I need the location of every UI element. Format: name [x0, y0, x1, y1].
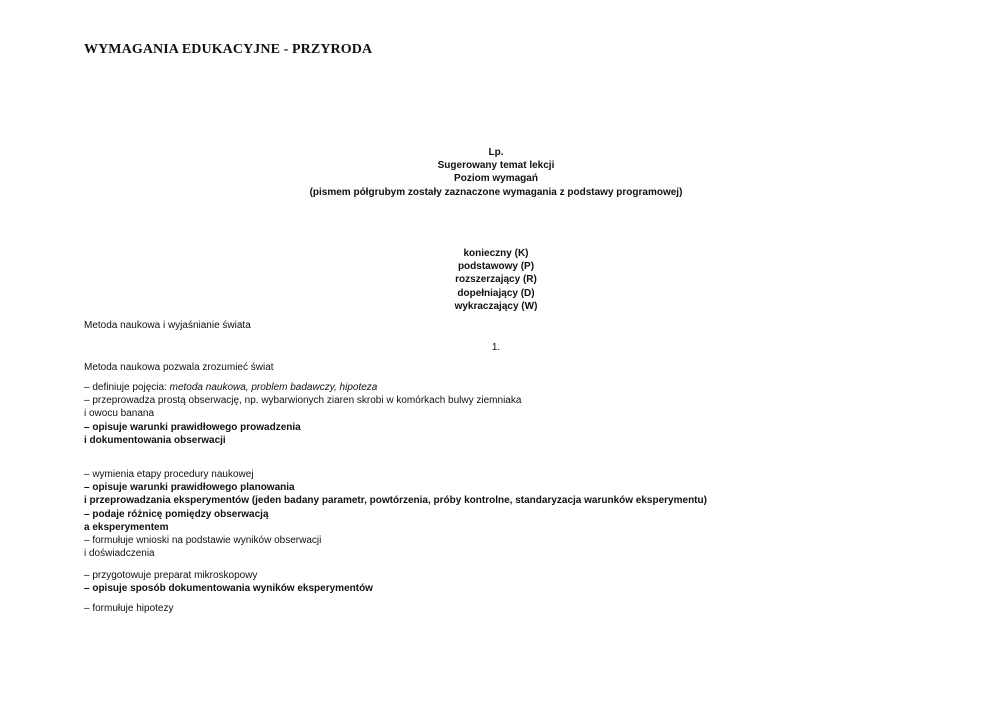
requirements-block-4 — [84, 602, 174, 615]
req-dash: – — [84, 482, 93, 494]
requirements-block-3 — [84, 569, 373, 595]
level-r: rozszerzający (R) — [455, 274, 537, 286]
header-topic: Sugerowany temat lekcji — [437, 160, 555, 172]
req-line-bold — [84, 481, 707, 494]
requirements-block-2 — [84, 468, 707, 560]
row-number: 1. — [491, 342, 501, 353]
req-line-bold — [84, 582, 373, 595]
header-lp: Lp. — [488, 147, 504, 158]
header-level: Poziom wymagań — [454, 173, 538, 185]
req-text: – definiuje pojęcia: — [84, 382, 170, 393]
level-d: dopełniający (D) — [457, 287, 535, 299]
requirement-levels — [0, 247, 992, 313]
req-line: – formułuje hipotezy — [84, 603, 174, 614]
lesson-topic: Metoda naukowa pozwala zrozumieć świat — [84, 362, 274, 373]
header-note: (pismem półgrubym zostały zaznaczone wymagania z podstawy programowej) — [309, 186, 683, 198]
req-dash: – — [84, 583, 93, 595]
req-bold-text: opisuje warunki prawidłowego prowadzenia — [92, 421, 301, 433]
document-title: WYMAGANIA EDUKACYJNE - PRZYRODA — [84, 42, 373, 57]
req-line: i doświadczenia — [84, 548, 155, 560]
req-line: – formułuje wnioski na podstawie wyników obserwacji — [84, 535, 322, 547]
requirements-block-1 — [84, 381, 521, 447]
req-line: – wymienia etapy procedury naukowej — [84, 469, 254, 480]
req-line: – przeprowadza prostą obserwację, np. wybarwionych ziaren skrobi w komórkach bulwy ziemniaka — [84, 395, 522, 407]
section-title: Metoda naukowa i wyjaśnianie świata — [84, 320, 251, 331]
level-w: wykraczający (W) — [454, 300, 538, 312]
req-line-bold: i dokumentowania obserwacji — [84, 434, 226, 446]
table-header — [0, 146, 992, 199]
req-line-bold: i przeprowadzania eksperymentów (jeden badany parametr, powtórzenia, próby kontrolne, standaryzacja warunków eksperymentu) — [84, 495, 707, 507]
level-p: podstawowy (P) — [457, 261, 535, 273]
req-line-bold — [84, 421, 521, 434]
req-dash: – — [84, 421, 93, 433]
req-terms: metoda naukowa, problem badawczy, hipoteza — [169, 382, 378, 393]
req-line-bold — [84, 508, 707, 521]
req-line: – przygotowuje preparat mikroskopowy — [84, 570, 258, 581]
req-bold-text: opisuje sposób dokumentowania wyników eksperymentów — [92, 583, 373, 595]
req-line: i owocu banana — [84, 408, 155, 420]
req-bold-text: opisuje warunki prawidłowego planowania — [92, 482, 295, 494]
level-k: konieczny (K) — [463, 248, 529, 259]
req-line — [84, 381, 521, 394]
req-bold-text: podaje różnicę pomiędzy obserwacją — [92, 508, 269, 520]
req-line-bold: a eksperymentem — [84, 521, 169, 533]
req-dash: – — [84, 508, 93, 520]
